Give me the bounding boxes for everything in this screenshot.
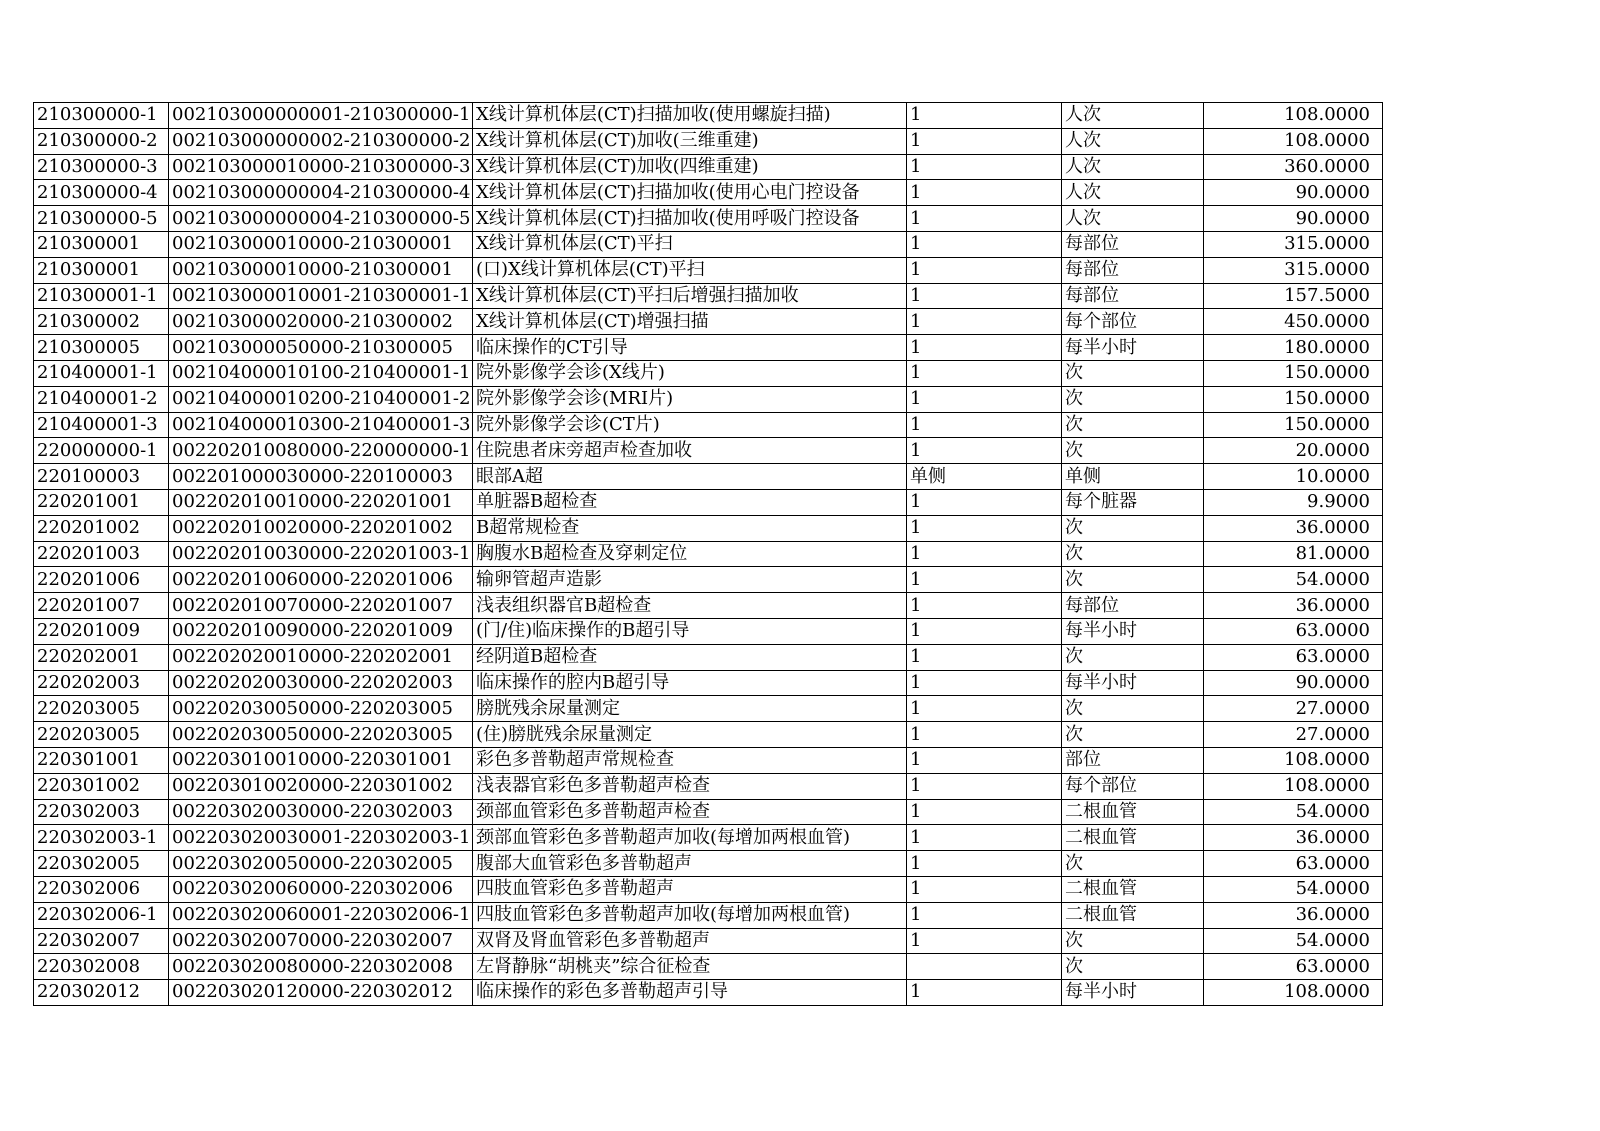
table-row	[34, 515, 1383, 541]
full-code-cell: 002203020080000-220302008	[169, 954, 473, 980]
price-cell: 108.0000	[1204, 103, 1383, 129]
table-row	[34, 360, 1383, 386]
item-code-cell: 220201006	[34, 567, 169, 593]
quantity-cell: 1	[907, 567, 1062, 593]
quantity-cell: 1	[907, 928, 1062, 954]
quantity-cell: 1	[907, 154, 1062, 180]
price-cell: 20.0000	[1204, 438, 1383, 464]
quantity-cell: 1	[907, 747, 1062, 773]
full-code-cell: 002202020030000-220202003	[169, 670, 473, 696]
table-row	[34, 489, 1383, 515]
price-cell: 36.0000	[1204, 825, 1383, 851]
full-code-cell: 002103000000002-210300000-2	[169, 128, 473, 154]
unit-cell: 次	[1062, 722, 1204, 748]
unit-cell: 人次	[1062, 103, 1204, 129]
unit-cell: 次	[1062, 567, 1204, 593]
price-cell: 9.9000	[1204, 489, 1383, 515]
price-cell: 81.0000	[1204, 541, 1383, 567]
price-cell: 108.0000	[1204, 773, 1383, 799]
price-cell: 150.0000	[1204, 386, 1383, 412]
full-code-cell: 002104000010300-210400001-3	[169, 412, 473, 438]
full-code-cell: 002202030050000-220203005	[169, 722, 473, 748]
item-name-cell: 彩色多普勒超声常规检查	[473, 747, 907, 773]
item-name-cell: 浅表器官彩色多普勒超声检查	[473, 773, 907, 799]
item-code-cell: 210300000-3	[34, 154, 169, 180]
unit-cell: 二根血管	[1062, 825, 1204, 851]
unit-cell: 二根血管	[1062, 902, 1204, 928]
item-name-cell: (口)X线计算机体层(CT)平扫	[473, 257, 907, 283]
item-name-cell: 院外影像学会诊(MRI片)	[473, 386, 907, 412]
price-cell: 63.0000	[1204, 954, 1383, 980]
item-name-cell: 院外影像学会诊(X线片)	[473, 360, 907, 386]
price-cell: 360.0000	[1204, 154, 1383, 180]
unit-cell: 次	[1062, 386, 1204, 412]
full-code-cell: 002202010090000-220201009	[169, 618, 473, 644]
quantity-cell: 1	[907, 696, 1062, 722]
item-name-cell: 左肾静脉“胡桃夹”综合征检查	[473, 954, 907, 980]
item-code-cell: 220201009	[34, 618, 169, 644]
unit-cell: 次	[1062, 412, 1204, 438]
price-cell: 54.0000	[1204, 928, 1383, 954]
item-code-cell: 220203005	[34, 696, 169, 722]
item-code-cell: 210400001-2	[34, 386, 169, 412]
item-code-cell: 220301002	[34, 773, 169, 799]
quantity-cell: 1	[907, 722, 1062, 748]
price-cell: 27.0000	[1204, 696, 1383, 722]
price-cell: 315.0000	[1204, 231, 1383, 257]
unit-cell: 次	[1062, 438, 1204, 464]
item-name-cell: X线计算机体层(CT)扫描加收(使用螺旋扫描)	[473, 103, 907, 129]
item-name-cell: 颈部血管彩色多普勒超声检查	[473, 799, 907, 825]
table-row	[34, 722, 1383, 748]
item-code-cell: 220302012	[34, 980, 169, 1006]
unit-cell: 每部位	[1062, 257, 1204, 283]
table-row	[34, 747, 1383, 773]
full-code-cell: 002202010020000-220201002	[169, 515, 473, 541]
unit-cell: 次	[1062, 851, 1204, 877]
price-cell: 54.0000	[1204, 876, 1383, 902]
item-code-cell: 220000000-1	[34, 438, 169, 464]
table-row	[34, 283, 1383, 309]
item-code-cell: 210300005	[34, 335, 169, 361]
price-cell: 27.0000	[1204, 722, 1383, 748]
unit-cell: 每个部位	[1062, 773, 1204, 799]
price-cell: 450.0000	[1204, 309, 1383, 335]
full-code-cell: 002103000010001-210300001-1	[169, 283, 473, 309]
full-code-cell: 002203020030000-220302003	[169, 799, 473, 825]
table-row	[34, 696, 1383, 722]
item-code-cell: 210300000-4	[34, 180, 169, 206]
unit-cell: 人次	[1062, 128, 1204, 154]
item-name-cell: 浅表组织器官B超检查	[473, 593, 907, 619]
quantity-cell: 1	[907, 206, 1062, 232]
unit-cell: 每半小时	[1062, 670, 1204, 696]
item-code-cell: 220202001	[34, 644, 169, 670]
item-code-cell: 210300001	[34, 231, 169, 257]
full-code-cell: 002103000010000-210300001	[169, 257, 473, 283]
price-cell: 54.0000	[1204, 567, 1383, 593]
price-cell: 108.0000	[1204, 747, 1383, 773]
full-code-cell: 002103000000004-210300000-4	[169, 180, 473, 206]
table-row	[34, 335, 1383, 361]
unit-cell: 人次	[1062, 154, 1204, 180]
table-row	[34, 902, 1383, 928]
table-row	[34, 618, 1383, 644]
full-code-cell: 002203020060001-220302006-1	[169, 902, 473, 928]
unit-cell: 次	[1062, 644, 1204, 670]
item-code-cell: 210300000-5	[34, 206, 169, 232]
table-row	[34, 309, 1383, 335]
full-code-cell: 002203010010000-220301001	[169, 747, 473, 773]
item-code-cell: 210300000-1	[34, 103, 169, 129]
price-cell: 108.0000	[1204, 980, 1383, 1006]
quantity-cell: 1	[907, 799, 1062, 825]
item-name-cell: 输卵管超声造影	[473, 567, 907, 593]
item-name-cell: 临床操作的腔内B超引导	[473, 670, 907, 696]
quantity-cell: 1	[907, 128, 1062, 154]
item-name-cell: X线计算机体层(CT)平扫后增强扫描加收	[473, 283, 907, 309]
quantity-cell: 1	[907, 386, 1062, 412]
quantity-cell: 1	[907, 335, 1062, 361]
full-code-cell: 002103000010000-210300001	[169, 231, 473, 257]
item-code-cell: 210400001-1	[34, 360, 169, 386]
item-name-cell: 膀胱残余尿量测定	[473, 696, 907, 722]
item-code-cell: 220302006	[34, 876, 169, 902]
item-code-cell: 220302008	[34, 954, 169, 980]
quantity-cell: 1	[907, 670, 1062, 696]
item-code-cell: 220201001	[34, 489, 169, 515]
quantity-cell: 1	[907, 103, 1062, 129]
item-name-cell: 双肾及肾血管彩色多普勒超声	[473, 928, 907, 954]
unit-cell: 次	[1062, 515, 1204, 541]
price-cell: 63.0000	[1204, 644, 1383, 670]
price-table	[33, 102, 1383, 1006]
full-code-cell: 002203020050000-220302005	[169, 851, 473, 877]
full-code-cell: 002202010010000-220201001	[169, 489, 473, 515]
quantity-cell: 1	[907, 180, 1062, 206]
table-row	[34, 103, 1383, 129]
item-name-cell: 单脏器B超检查	[473, 489, 907, 515]
item-name-cell: 四肢血管彩色多普勒超声	[473, 876, 907, 902]
unit-cell: 每部位	[1062, 231, 1204, 257]
item-code-cell: 210300000-2	[34, 128, 169, 154]
item-code-cell: 210300001-1	[34, 283, 169, 309]
item-name-cell: X线计算机体层(CT)加收(四维重建)	[473, 154, 907, 180]
table-row	[34, 257, 1383, 283]
table-row	[34, 773, 1383, 799]
table-row	[34, 644, 1383, 670]
price-cell: 90.0000	[1204, 180, 1383, 206]
price-cell: 10.0000	[1204, 464, 1383, 490]
table-row	[34, 593, 1383, 619]
table-row	[34, 567, 1383, 593]
full-code-cell: 002104000010200-210400001-2	[169, 386, 473, 412]
unit-cell: 单侧	[1062, 464, 1204, 490]
item-code-cell: 220201007	[34, 593, 169, 619]
unit-cell: 每个脏器	[1062, 489, 1204, 515]
table-row	[34, 206, 1383, 232]
unit-cell: 人次	[1062, 206, 1204, 232]
item-name-cell: 颈部血管彩色多普勒超声加收(每增加两根血管)	[473, 825, 907, 851]
full-code-cell: 002104000010100-210400001-1	[169, 360, 473, 386]
item-name-cell: X线计算机体层(CT)平扫	[473, 231, 907, 257]
item-code-cell: 210300001	[34, 257, 169, 283]
item-name-cell: 临床操作的CT引导	[473, 335, 907, 361]
item-code-cell: 220302003-1	[34, 825, 169, 851]
quantity-cell: 1	[907, 515, 1062, 541]
quantity-cell: 1	[907, 773, 1062, 799]
item-name-cell: X线计算机体层(CT)加收(三维重建)	[473, 128, 907, 154]
table-row	[34, 799, 1383, 825]
price-cell: 150.0000	[1204, 360, 1383, 386]
price-cell: 180.0000	[1204, 335, 1383, 361]
full-code-cell: 002203020120000-220302012	[169, 980, 473, 1006]
item-code-cell: 220302003	[34, 799, 169, 825]
item-name-cell: (住)膀胱残余尿量测定	[473, 722, 907, 748]
price-cell: 157.5000	[1204, 283, 1383, 309]
quantity-cell: 1	[907, 902, 1062, 928]
item-name-cell: 眼部A超	[473, 464, 907, 490]
price-cell: 54.0000	[1204, 799, 1383, 825]
unit-cell: 人次	[1062, 180, 1204, 206]
quantity-cell: 1	[907, 360, 1062, 386]
full-code-cell: 002103000000004-210300000-5	[169, 206, 473, 232]
table-row	[34, 412, 1383, 438]
table-row	[34, 386, 1383, 412]
price-cell: 150.0000	[1204, 412, 1383, 438]
table-row	[34, 851, 1383, 877]
item-name-cell: X线计算机体层(CT)扫描加收(使用呼吸门控设备	[473, 206, 907, 232]
quantity-cell: 1	[907, 309, 1062, 335]
item-code-cell: 220203005	[34, 722, 169, 748]
quantity-cell: 1	[907, 593, 1062, 619]
price-cell: 36.0000	[1204, 902, 1383, 928]
full-code-cell: 002103000020000-210300002	[169, 309, 473, 335]
item-code-cell: 210400001-3	[34, 412, 169, 438]
table-row	[34, 464, 1383, 490]
table-row	[34, 541, 1383, 567]
item-code-cell: 220202003	[34, 670, 169, 696]
item-name-cell: 腹部大血管彩色多普勒超声	[473, 851, 907, 877]
table-row	[34, 438, 1383, 464]
full-code-cell: 002202010080000-220000000-1	[169, 438, 473, 464]
item-name-cell: 胸腹水B超检查及穿刺定位	[473, 541, 907, 567]
quantity-cell: 1	[907, 231, 1062, 257]
full-code-cell: 002203010020000-220301002	[169, 773, 473, 799]
quantity-cell: 1	[907, 825, 1062, 851]
full-code-cell: 002103000000001-210300000-1	[169, 103, 473, 129]
unit-cell: 次	[1062, 928, 1204, 954]
price-cell: 90.0000	[1204, 670, 1383, 696]
unit-cell: 二根血管	[1062, 876, 1204, 902]
full-code-cell: 002203020060000-220302006	[169, 876, 473, 902]
item-name-cell: B超常规检查	[473, 515, 907, 541]
table-row	[34, 180, 1383, 206]
item-name-cell: 四肢血管彩色多普勒超声加收(每增加两根血管)	[473, 902, 907, 928]
unit-cell: 每个部位	[1062, 309, 1204, 335]
full-code-cell: 002202010060000-220201006	[169, 567, 473, 593]
price-cell: 63.0000	[1204, 618, 1383, 644]
unit-cell: 次	[1062, 954, 1204, 980]
unit-cell: 每部位	[1062, 283, 1204, 309]
table-row	[34, 670, 1383, 696]
item-name-cell: (门/住)临床操作的B超引导	[473, 618, 907, 644]
unit-cell: 每部位	[1062, 593, 1204, 619]
table-row	[34, 928, 1383, 954]
price-cell: 36.0000	[1204, 593, 1383, 619]
full-code-cell: 002202030050000-220203005	[169, 696, 473, 722]
unit-cell: 每半小时	[1062, 618, 1204, 644]
quantity-cell: 1	[907, 644, 1062, 670]
item-code-cell: 220302006-1	[34, 902, 169, 928]
table-row	[34, 825, 1383, 851]
full-code-cell: 002201000030000-220100003	[169, 464, 473, 490]
quantity-cell: 1	[907, 257, 1062, 283]
item-code-cell: 220302005	[34, 851, 169, 877]
unit-cell: 次	[1062, 541, 1204, 567]
quantity-cell: 1	[907, 283, 1062, 309]
full-code-cell: 002202020010000-220202001	[169, 644, 473, 670]
item-code-cell: 220201003	[34, 541, 169, 567]
item-name-cell: X线计算机体层(CT)增强扫描	[473, 309, 907, 335]
price-table-body	[34, 103, 1383, 1006]
quantity-cell: 1	[907, 980, 1062, 1006]
item-name-cell: 院外影像学会诊(CT片)	[473, 412, 907, 438]
item-code-cell: 220301001	[34, 747, 169, 773]
price-cell: 108.0000	[1204, 128, 1383, 154]
unit-cell: 二根血管	[1062, 799, 1204, 825]
table-row	[34, 876, 1383, 902]
price-cell: 90.0000	[1204, 206, 1383, 232]
item-name-cell: 临床操作的彩色多普勒超声引导	[473, 980, 907, 1006]
price-cell: 63.0000	[1204, 851, 1383, 877]
quantity-cell: 1	[907, 618, 1062, 644]
unit-cell: 部位	[1062, 747, 1204, 773]
full-code-cell: 002202010070000-220201007	[169, 593, 473, 619]
item-name-cell: 经阴道B超检查	[473, 644, 907, 670]
table-row	[34, 154, 1383, 180]
quantity-cell: 1	[907, 876, 1062, 902]
table-row	[34, 980, 1383, 1006]
quantity-cell: 1	[907, 489, 1062, 515]
table-row	[34, 128, 1383, 154]
full-code-cell: 002203020030001-220302003-1	[169, 825, 473, 851]
quantity-cell: 1	[907, 851, 1062, 877]
item-code-cell: 210300002	[34, 309, 169, 335]
quantity-cell: 1	[907, 412, 1062, 438]
item-name-cell: X线计算机体层(CT)扫描加收(使用心电门控设备	[473, 180, 907, 206]
unit-cell: 每半小时	[1062, 335, 1204, 361]
item-code-cell: 220302007	[34, 928, 169, 954]
quantity-cell: 1	[907, 438, 1062, 464]
quantity-cell: 1	[907, 541, 1062, 567]
table-row	[34, 954, 1383, 980]
unit-cell: 次	[1062, 360, 1204, 386]
table-row	[34, 231, 1383, 257]
full-code-cell: 002202010030000-220201003-1	[169, 541, 473, 567]
item-code-cell: 220201002	[34, 515, 169, 541]
quantity-cell: 单侧	[907, 464, 1062, 490]
item-name-cell: 住院患者床旁超声检查加收	[473, 438, 907, 464]
full-code-cell: 002103000050000-210300005	[169, 335, 473, 361]
item-code-cell: 220100003	[34, 464, 169, 490]
unit-cell: 次	[1062, 696, 1204, 722]
full-code-cell: 002103000010000-210300000-3	[169, 154, 473, 180]
quantity-cell	[907, 954, 1062, 980]
price-cell: 36.0000	[1204, 515, 1383, 541]
full-code-cell: 002203020070000-220302007	[169, 928, 473, 954]
unit-cell: 每半小时	[1062, 980, 1204, 1006]
price-cell: 315.0000	[1204, 257, 1383, 283]
